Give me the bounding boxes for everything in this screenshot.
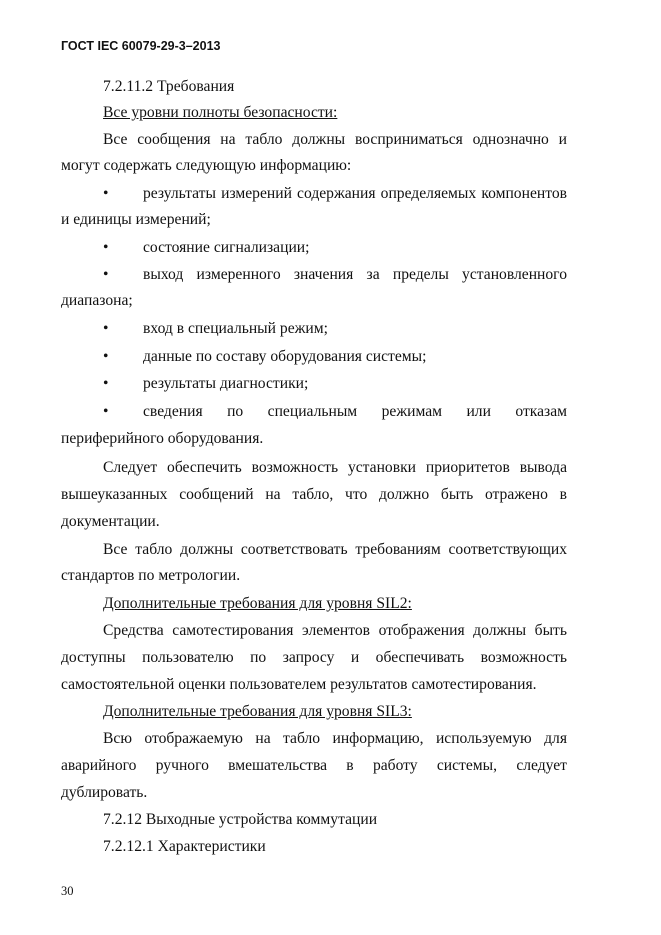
bullet-icon: • <box>103 348 109 365</box>
paragraph-line: могут содержать следующую информацию: <box>61 157 352 174</box>
paragraph-line: Все табло должны соответствовать требованиям соответствующих <box>103 541 567 558</box>
paragraph-line: доступны пользователю по запросу и обеспечивать возможность <box>61 649 567 666</box>
list-item: состояние сигнализации; <box>143 239 310 256</box>
paragraph-line: вышеуказанных сообщений на табло, что должно быть отражено в <box>61 486 567 503</box>
paragraph-line: Все сообщения на табло должны восприниматься однозначно и <box>103 131 567 148</box>
bullet-icon: • <box>103 403 109 420</box>
paragraph-line: самостоятельной оценки пользователем результатов самотестирования. <box>61 676 537 693</box>
paragraph-line: дублировать. <box>61 784 148 801</box>
bullet-icon: • <box>103 266 109 283</box>
list-item-continuation: диапазона; <box>61 292 133 309</box>
all-levels-heading: Все уровни полноты безопасности: <box>103 104 338 121</box>
sil2-heading: Дополнительные требования для уровня SIL2: <box>103 595 412 612</box>
paragraph-line: документации. <box>61 513 160 530</box>
list-item: результаты диагностики; <box>143 375 309 392</box>
list-item: вход в специальный режим; <box>143 320 328 337</box>
list-item-continuation: периферийного оборудования. <box>61 430 264 447</box>
section-title: 7.2.11.2 Требования <box>103 78 235 95</box>
bullet-icon: • <box>103 375 109 392</box>
list-item-continuation: и единицы измерений; <box>61 211 211 228</box>
sil3-heading: Дополнительные требования для уровня SIL3: <box>103 703 412 720</box>
list-item: выход измеренного значения за пределы установленного <box>143 266 567 283</box>
bullet-icon: • <box>103 239 109 256</box>
section-heading-7-2-12-1: 7.2.12.1 Характеристики <box>103 838 266 855</box>
bullet-icon: • <box>103 320 109 337</box>
page-number: 30 <box>61 884 74 898</box>
section-heading-7-2-12: 7.2.12 Выходные устройства коммутации <box>103 811 378 828</box>
paragraph-line: Средства самотестирования элементов отображения должны быть <box>103 622 567 639</box>
paragraph-line: Всю отображаемую на табло информацию, используемую для <box>103 730 567 747</box>
document-header: ГОСТ IEC 60079-29-3–2013 <box>61 39 221 53</box>
list-item: данные по составу оборудования системы; <box>143 348 427 365</box>
paragraph-line: аварийного ручного вмешательства в работу системы, следует <box>61 757 567 774</box>
bullet-icon: • <box>103 185 109 202</box>
paragraph-line: стандартов по метрологии. <box>61 567 241 584</box>
list-item: результаты измерений содержания определяемых компонентов <box>143 185 567 202</box>
list-item: сведения по специальным режимам или отказам <box>143 403 567 420</box>
paragraph-line: Следует обеспечить возможность установки приоритетов вывода <box>103 459 567 476</box>
